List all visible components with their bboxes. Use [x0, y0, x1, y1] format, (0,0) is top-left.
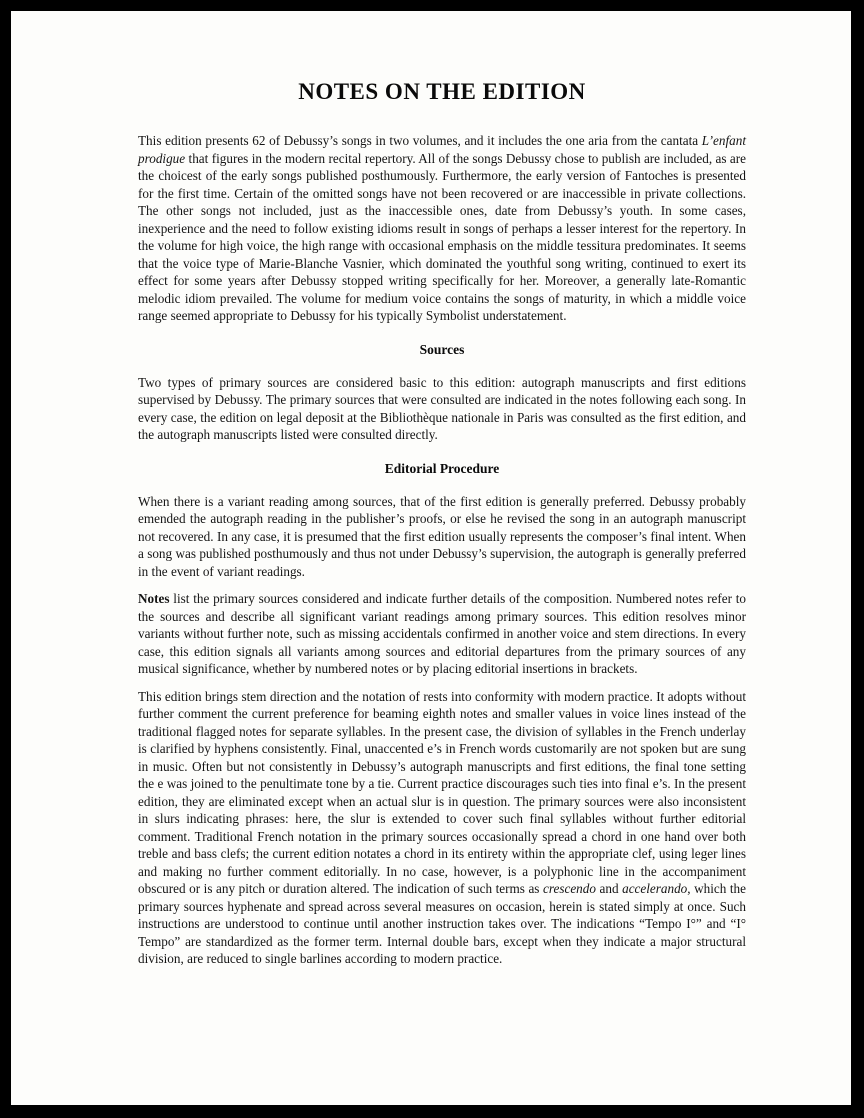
paragraph-editorial-2	[138, 590, 746, 678]
heading-sources: Sources	[419, 341, 465, 357]
italic-work-title: L’enfant prodigue	[138, 133, 746, 166]
paragraph-editorial-3	[138, 688, 746, 968]
paragraph-introduction	[138, 132, 746, 325]
italic-term-accelerando: accelerando	[622, 881, 688, 896]
text-segment: This edition brings stem direction and the notation of rests into conformity with modern practice. It adopts without further comment the current preference for beaming eighth notes and smaller values in voice lines instead of the traditional flagged notes for separate syllables. In the present case, the division of syllables in the French underlay is clarified by hyphens consistently. Final, unaccented e’s in French words customarily are not spoken but are sung in music. Often but not consistently in Debussy’s autograph manuscripts and first editions, the final tone setting the e was joined to the penultimate tone by a tie. Current practice discourages such ties into final e’s. In the present edition, they are eliminated except when an actual slur is in question. The primary sources were also inconsistent in slurs indicating phrases: here, the slur is extended to cover such final syllables without further editorial comment. Traditional French notation in the primary sources occasionally spread a chord in one hand over both treble and bass clefs; the current edition notates a chord in its entirety within the appropriate clef, using leger lines and making no further comment editorially. In no case, however, is a polyphonic line in the accompaniment obscured or is any pitch or duration altered. The indication of such terms as	[138, 688, 746, 896]
paragraph-editorial-1: When there is a variant reading among sources, that of the first edition is generally preferred. Debussy probably emended the autograph reading in the publisher’s proofs, or else he revised the song in an autograph manuscript not recovered. In any case, it is presumed that the first edition usually represents the composer’s final intent. When a song was published posthumously and thus not under Debussy’s supervision, the autograph is generally preferred in the event of variant readings.	[138, 493, 746, 579]
bold-lead-word: Notes	[138, 591, 170, 606]
text-segment: list the primary sources considered and indicate further details of the composition. Numbered notes refer to the sources and describe all significant variant readings among primary sources. This edition resolves minor variants without further note, such as missing accidentals confirmed in another voice and stem directions. In every case, this edition signals all variants among sources and editorial departures from the primary sources of any musical significance, whether by numbered notes or by placing editorial insertions in brackets.	[138, 591, 746, 676]
document-page	[11, 11, 851, 1105]
page-title: NOTES ON THE EDITION	[298, 79, 586, 104]
page-content	[11, 11, 851, 968]
paragraph-sources: Two types of primary sources are considered basic to this edition: autograph manuscripts and first editions supervised by Debussy. The primary sources that were consulted are indicated in the notes following each song. In every case, the edition on legal deposit at the Bibliothèque nationale in Paris was consulted as the first edition, and the autograph manuscripts listed were consulted directly.	[138, 374, 746, 442]
text-segment: that figures in the modern recital repertory. All of the songs Debussy chose to publish are included, as are the choicest of the early songs published posthumously. Furthermore, the early version of Fantoches is presented for the first time. Certain of the omitted songs have not been recovered or are inaccessible in private collections. The other songs not included, just as the inaccessible ones, date from Debussy’s youth. In some cases, inexperience and the need to follow existing idioms result in songs of perhaps a lesser interest for the repertory. In the volume for high voice, the high range with occasional emphasis on the middle tessitura predominates. It seems that the voice type of Marie-Blanche Vasnier, which dominated the youthful song writing, continued to exert its effect for some years after Debussy stopped writing specifically for her. Moreover, a generally late-Romantic melodic idiom prevailed. The volume for medium voice contains the songs of maturity, in which a middle voice range seemed appropriate to Debussy for his typically Symbolist understatement.	[138, 150, 746, 323]
text-segment: This edition presents 62 of Debussy’s songs in two volumes, and it includes the one aria from the cantata	[138, 133, 702, 148]
text-segment: and	[595, 881, 623, 896]
italic-term-crescendo: crescendo	[542, 881, 596, 896]
text-segment: , which the primary sources hyphenate and spread across several measures on occasion, herein is stated simply at once. Such instructions are understood to continue until another instruction takes over. The indications “Tempo I°” and “I° Tempo” are standardized as the former term. Internal double bars, except when they indicate a major structural division, are reduced to single barlines according to modern practice.	[138, 881, 747, 966]
heading-editorial-procedure: Editorial Procedure	[384, 460, 500, 476]
